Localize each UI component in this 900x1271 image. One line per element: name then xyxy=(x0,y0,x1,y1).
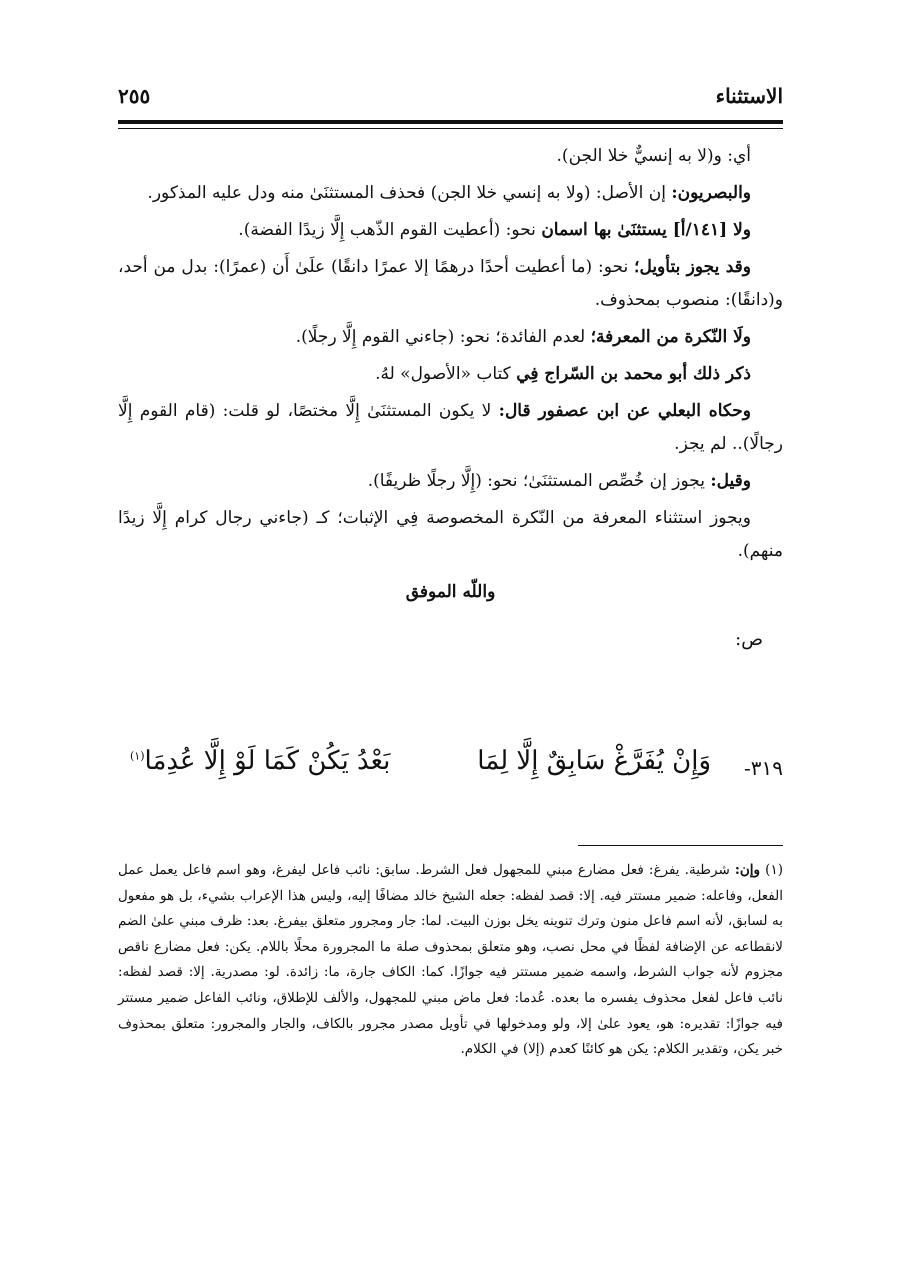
paragraph-2: والبصريون: إن الأصل: (ولا به إنسي خلا الجن) فحذف المستثنَىٰ منه ودل عليه المذكور. xyxy=(147,183,751,203)
paragraph-5: ولَا النّكرة من المعرفة؛ لعدم الفائدة؛ نحو: (جاءني القوم إِلَّا رجلًا). xyxy=(295,327,751,347)
paragraph-3: ولا [١٤١/أ] يستثنَىٰ بها اسمان نحو: (أعطيت القوم الذّهب إِلَّا زيدًا الفضة). xyxy=(238,220,751,240)
verse-line xyxy=(118,742,783,802)
header-rule-thick xyxy=(118,120,783,124)
sad-label: ص: xyxy=(735,629,763,650)
paragraph-6: ذكر ذلك أبو محمد بن السّراج فِي كتاب «الأصول» لهُ. xyxy=(375,364,751,384)
footnote-number: (١) xyxy=(765,862,783,878)
footnote-lead: وإن: xyxy=(734,862,761,878)
paragraph-1: أي: و(لا به إنسيٌّ خلا الجن). xyxy=(556,146,751,166)
footnote-text: شرطية. يفرغ: فعل مضارع مبني للمجهول فعل الشرط. سابق: نائب فاعل ليفرغ، وهو اسم فاعل يعمل عمل الفعل، وفاعله: ضمير مستتر فيه. إلا: قصد لفظه: جعله الشيخ خالد مضافًا إليه، وليس هذا الإعراب بشيء، بل هو مفعول به لسابق، لأنه اسم فاعل منون وترك تنوينه يخل بوزن البيت. لما: جار ومجرور متعلق بيفرغ. بعد: ظرف مبني علىٰ الضم لانقطاعه عن الإضافة لفظًا في محل نصب، وهو متعلق بمحذوف صلة ما المجرورة محلًا باللام. يكن: فعل مضارع ناقص مجزوم لأنه جواب الشرط، واسمه ضمير مستتر فيه جوازًا. كما: الكاف جارة، ما: زائدة. لو: مصدرية. إلا: قصد لفظه: نائب فاعل لفعل محذوف يفسره ما بعده. عُدما: فعل ماض مبني للمجهول، والألف للإطلاق، ونائب الفاعل ضمير مستتر فيه جوازًا: تقديره: هو، يعود علىٰ إلا، ولو ومدخولها في تأويل مصدر مجرور بالكاف، والجار والمجرور: متعلق بمحذوف خبر يكن، وتقدير الكلام: يكن هو كائنًا كعدم (إلا) في الكلام. xyxy=(118,862,783,1058)
footnote xyxy=(118,858,783,1063)
paragraph-7: وحكاه البعلي عن ابن عصفور قال: لا يكون المستثنَىٰ إِلَّا مختصًا، لو قلت: (قام القوم إِلَّا رجالًا).. لم يجز. xyxy=(118,401,783,454)
paragraph-4: وقد يجوز بتأويل؛ نحو: (ما أعطيت أحدًا درهمًا إلا عمرًا دانقًا) علَىٰ أَن (عمرًا): بدل من أحد، و(دانقًا): منصوب بمحذوف. xyxy=(118,257,783,310)
header-rule-thin xyxy=(118,128,783,129)
chapter-title: الاستثناء xyxy=(715,84,783,108)
page-number: ٢٥٥ xyxy=(118,84,151,108)
footnote-paragraph xyxy=(118,858,783,1063)
running-header xyxy=(118,78,783,118)
paragraph-8: وقيل: يجوز إن خُصِّص المستثنَىٰ؛ نحو: (إِلَّا رجلًا ظريفًا). xyxy=(367,471,751,491)
verse-hemistich-2: بَعْدُ يَكُنْ كَمَا لَوْ إِلَّا عُدِمَا$^{(١)}$ xyxy=(130,746,391,776)
main-text xyxy=(118,140,783,656)
footnote-marker: (١) xyxy=(130,749,145,763)
footnote-separator xyxy=(578,845,783,846)
closing-phrase: واللّه الموفق xyxy=(405,582,496,602)
verse-hemistich-1: وَإِنْ يُفَرَّغْ سَابِقٌ إِلَّا لِمَا xyxy=(477,746,711,776)
paragraph-9: ويجوز استثناء المعرفة من النّكرة المخصوصة فِي الإثبات؛ كـ (جاءني رجال كرام إِلَّا زيدًا منهم). xyxy=(118,508,783,561)
verse-number: ٣١٩- xyxy=(744,756,783,780)
